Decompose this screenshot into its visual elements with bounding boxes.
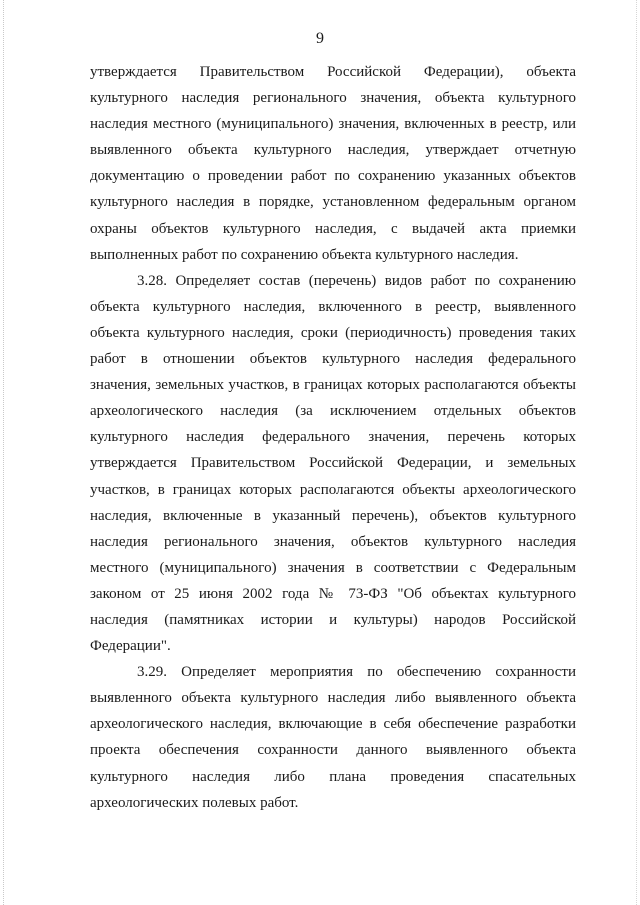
text-line: работ в отношении объектов культурного наследия федерального bbox=[90, 351, 576, 368]
text-line: проекта обеспечения сохранности данного выявленного объекта bbox=[90, 742, 576, 759]
text-line: выполненных работ по сохранению объекта культурного наследия. bbox=[90, 246, 519, 263]
text-line: наследия местного (муниципального) значения, включенных в реестр, или bbox=[90, 116, 576, 133]
scan-edge-left bbox=[3, 0, 5, 905]
text-line: значения, земельных участков, в границах которых располагаются объекты bbox=[90, 377, 576, 394]
text-line: археологических полевых работ. bbox=[90, 794, 299, 811]
text-line: культурного наследия либо плана проведения спасательных bbox=[90, 768, 576, 785]
text-line: наследия (памятниках истории и культуры) народов Российской bbox=[90, 611, 576, 628]
text-line: культурного наследия регионального значения, объекта культурного bbox=[90, 90, 576, 107]
text-line: объекта культурного наследия, сроки (периодичность) проведения таких bbox=[90, 324, 576, 341]
scan-edge-right bbox=[636, 0, 638, 905]
text-line: наследия, включенные в указанный перечень), объектов культурного bbox=[90, 507, 576, 524]
paragraph-3-29 bbox=[90, 659, 576, 816]
text-line: документацию о проведении работ по сохранению указанных объектов bbox=[90, 168, 576, 185]
text-line: охраны объектов культурного наследия, с выдачей акта приемки bbox=[90, 220, 576, 237]
text-line: археологического наследия (за исключением отдельных объектов bbox=[90, 403, 576, 420]
text-line: законом от 25 июня 2002 года № 73-ФЗ "Об объектах культурного bbox=[90, 585, 576, 602]
text-line: наследия регионального значения, объектов культурного наследия bbox=[90, 533, 576, 550]
text-line: выявленного объекта культурного наследия либо выявленного объекта bbox=[90, 690, 576, 707]
text-line: 3.29. Определяет мероприятия по обеспечению сохранности bbox=[137, 664, 576, 681]
paragraph-continuation bbox=[90, 59, 576, 268]
document-body bbox=[90, 59, 576, 816]
text-line: археологического наследия, включающие в себя обеспечение разработки bbox=[90, 716, 576, 733]
text-line: Федерации". bbox=[90, 638, 171, 655]
text-line: 3.28. Определяет состав (перечень) видов работ по сохранению bbox=[137, 272, 576, 289]
text-line: местного (муниципального) значения в соответствии с Федеральным bbox=[90, 559, 576, 576]
text-line: выявленного объекта культурного наследия, утверждает отчетную bbox=[90, 142, 576, 159]
text-line: утверждается Правительством Российской Федерации, и земельных bbox=[90, 455, 576, 472]
text-line: объекта культурного наследия, включенного в реестр, выявленного bbox=[90, 298, 576, 315]
text-line: культурного наследия в порядке, установленном федеральным органом bbox=[90, 194, 576, 211]
text-line: участков, в границах которых располагаются объекты археологического bbox=[90, 481, 576, 498]
page-number: 9 bbox=[316, 30, 324, 47]
text-line: утверждается Правительством Российской Федерации), объекта bbox=[90, 64, 576, 80]
paragraph-3-28 bbox=[90, 268, 576, 659]
text-line: культурного наследия федерального значения, перечень которых bbox=[90, 429, 576, 446]
